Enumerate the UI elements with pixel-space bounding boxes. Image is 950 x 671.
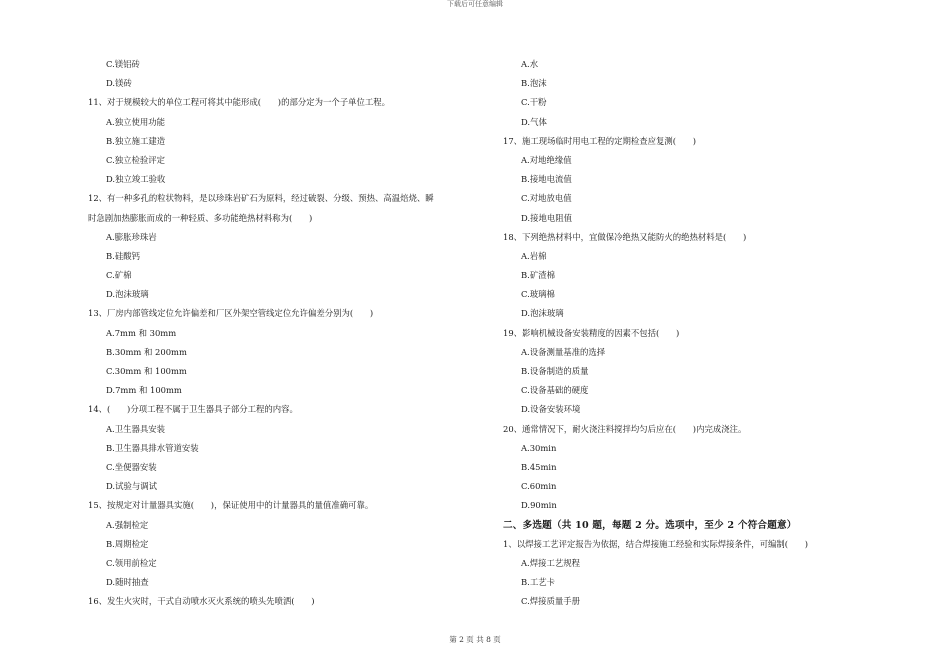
answer-option: B.卫生器具排水管道安装 [106, 442, 199, 453]
answer-option: D.90min [521, 500, 557, 511]
question-text: 18、下列绝热材料中，宜做保冷绝热又能防火的绝热材料是( ) [503, 231, 747, 242]
answer-option: D.独立竣工验收 [106, 174, 166, 185]
answer-option: A.焊接工艺规程 [521, 557, 580, 568]
answer-option: D.气体 [521, 116, 547, 127]
answer-option: C.焊接质量手册 [521, 596, 581, 607]
answer-option: C.独立检验评定 [106, 154, 166, 165]
left-column [88, 55, 488, 611]
answer-option: C.领用前检定 [106, 557, 157, 568]
answer-option: A.对地绝缘值 [521, 154, 572, 165]
answer-option: A.7mm 和 30mm [106, 327, 177, 338]
question-text: 12、有一种多孔的粒状物料，是以珍珠岩矿石为原料，经过破裂、分级、预热、高温焙烧、瞬 [88, 193, 434, 204]
answer-option: A.30min [521, 442, 557, 453]
answer-option: C.对地放电值 [521, 193, 572, 204]
answer-option: B.接地电流值 [521, 174, 572, 185]
answer-option: B.设备制造的质量 [521, 366, 589, 376]
question-text: 时急剧加热膨胀而成的一种轻质、多功能绝热材料称为( ) [88, 212, 313, 223]
question-text: 11、对于规模较大的单位工程可将其中能形成( )的部分定为一个子单位工程。 [88, 97, 390, 108]
answer-option: D.随时抽查 [106, 577, 149, 588]
right-column [503, 55, 903, 611]
answer-option: A.独立使用功能 [106, 116, 165, 127]
answer-option: C.干粉 [521, 97, 547, 108]
answer-option: B.独立施工建造 [106, 135, 166, 146]
answer-option: D.试验与调试 [106, 481, 157, 492]
question-text: 19、影响机械设备安装精度的因素不包括( ) [503, 327, 680, 338]
answer-option: A.岩棉 [521, 250, 547, 261]
answer-option: C.60min [521, 481, 557, 492]
answer-option: D.接地电阻值 [521, 212, 572, 223]
answer-option: C.坐便器安装 [106, 461, 157, 472]
answer-option: A.水 [521, 59, 539, 69]
page-header-note: 下载后可任意编辑 [447, 0, 503, 8]
answer-option: C.30mm 和 100mm [106, 366, 187, 376]
answer-option: D.7mm 和 100mm [106, 385, 182, 396]
question-text: 13、厂房内部管线定位允许偏差和厂区外架空管线定位允许偏差分别为( ) [88, 308, 374, 319]
answer-option: B.45min [521, 461, 557, 472]
answer-option: B.矿渣棉 [521, 270, 555, 281]
answer-option: A.卫生器具安装 [106, 423, 165, 434]
answer-option: D.设备安装环境 [521, 404, 581, 415]
answer-option: B.工艺卡 [521, 577, 555, 588]
answer-option: C.设备基础的硬度 [521, 385, 589, 396]
answer-option: B.周期检定 [106, 538, 149, 549]
question-text: 15、按规定对计量器具实施( )，保证使用中的计量器具的量值准确可靠。 [88, 500, 374, 511]
answer-option: D.镁砖 [106, 78, 132, 89]
answer-option: D.泡沫玻璃 [106, 289, 149, 300]
answer-option: A.膨胀珍珠岩 [106, 231, 157, 242]
question-text: 20、通常情况下，耐火浇注料搅拌均匀后应在( )内完成浇注。 [503, 423, 747, 434]
answer-option: C.玻璃棉 [521, 289, 555, 300]
answer-option: C.矿棉 [106, 270, 132, 281]
page-number: 第 2 页 共 8 页 [449, 635, 501, 644]
section-heading: 二、多选题（共 10 题，每题 2 分。选项中，至少 2 个符合题意） [503, 519, 797, 531]
answer-option: B.泡沫 [521, 78, 547, 89]
answer-option: D.泡沫玻璃 [521, 308, 564, 319]
answer-option: A.设备测量基准的选择 [521, 346, 606, 357]
answer-option: C.镁铝砖 [106, 59, 140, 69]
question-text: 14、( )分项工程不属于卫生器具子部分工程的内容。 [88, 404, 298, 415]
question-text: 1、以焊接工艺评定报告为依据，结合焊接施工经验和实际焊接条件，可编制( ) [503, 538, 808, 549]
answer-option: B.硅酸钙 [106, 250, 140, 261]
answer-option: A.强制检定 [106, 519, 149, 530]
question-text: 17、施工现场临时用电工程的定期检查应复测( ) [503, 135, 697, 146]
answer-option: B.30mm 和 200mm [106, 346, 187, 357]
question-text: 16、发生火灾时，干式自动喷水灭火系统的喷头先喷洒( ) [88, 596, 315, 607]
